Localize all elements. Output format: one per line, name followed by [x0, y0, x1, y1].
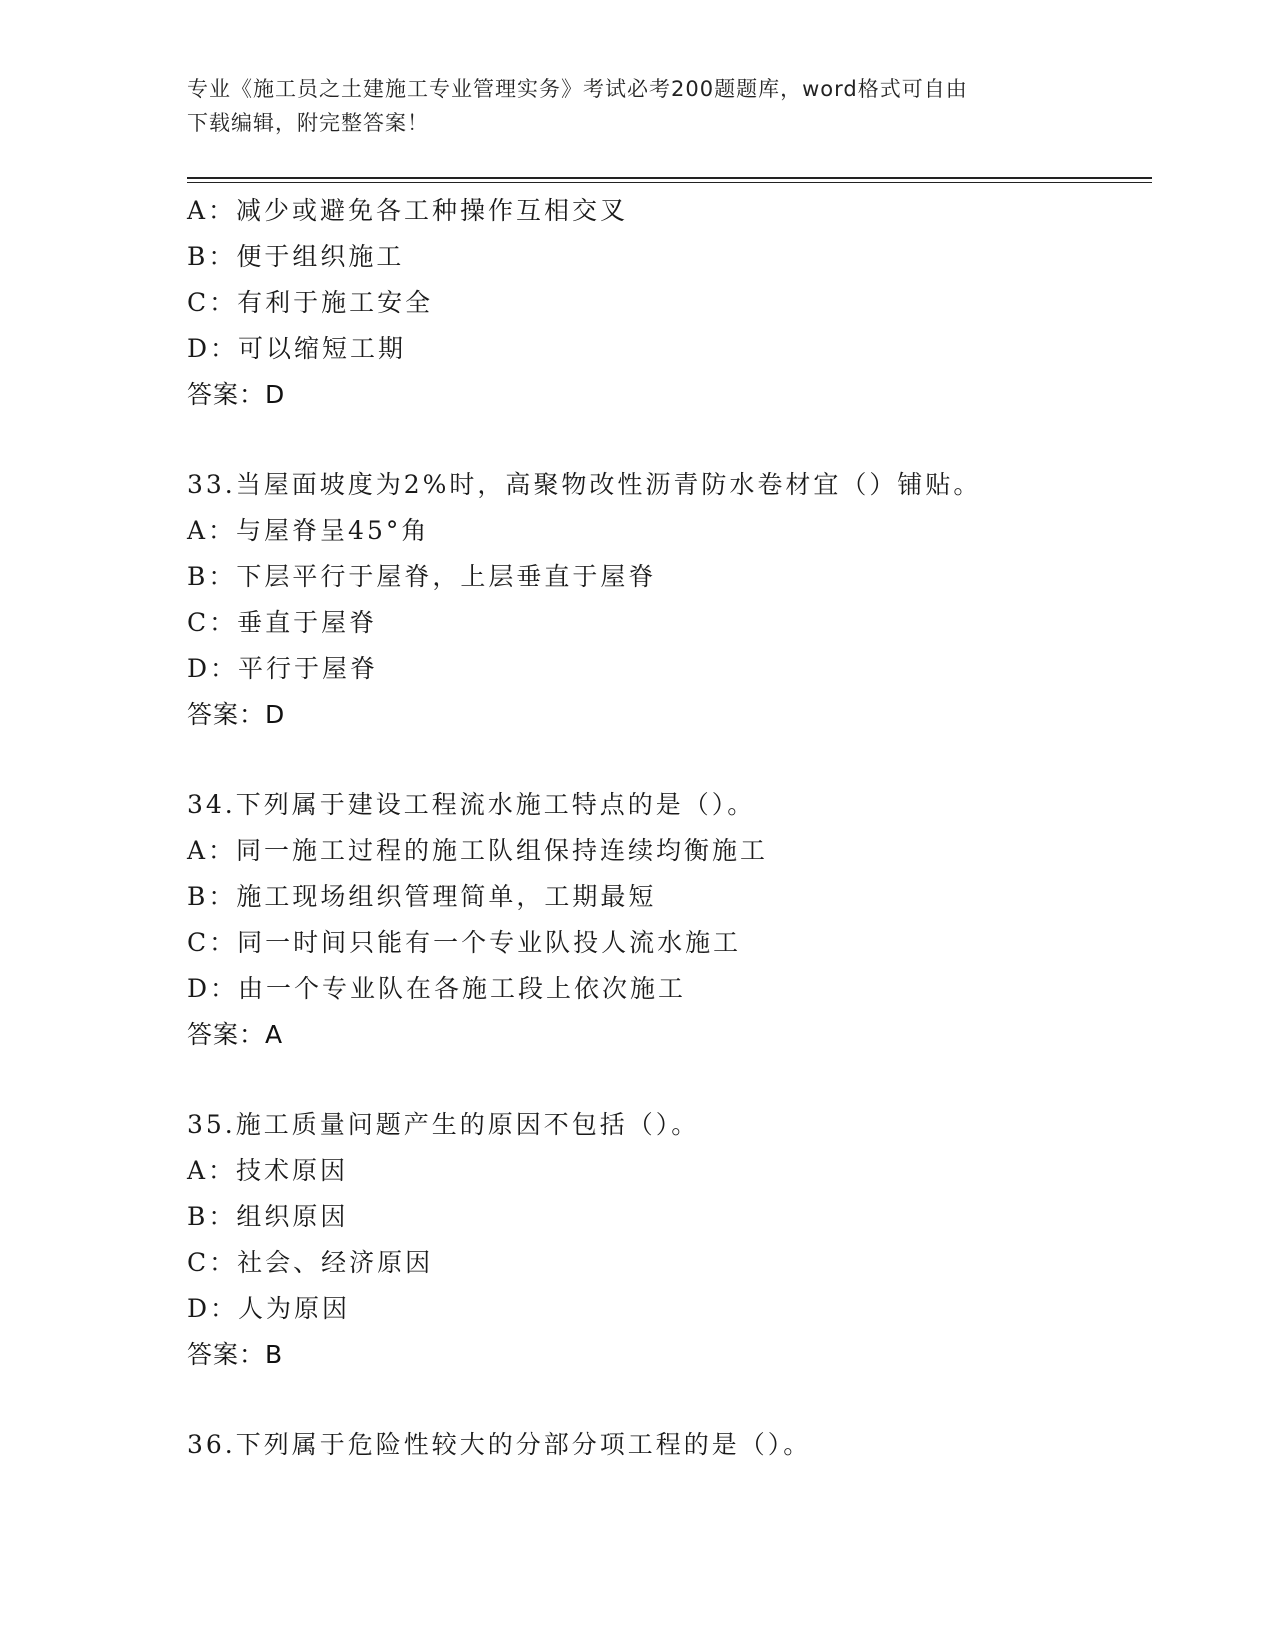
- question-stem: 35.施工质量问题产生的原因不包括（）。: [187, 1110, 700, 1139]
- option-a: A：与屋脊呈45°角: [187, 516, 430, 545]
- option-d: D：可以缩短工期: [187, 334, 407, 363]
- option-c: C：垂直于屋脊: [187, 608, 378, 637]
- document-header: [187, 72, 1067, 140]
- answer-line: 答案：A: [187, 1020, 284, 1049]
- spacer: [187, 418, 1152, 462]
- question-33: [187, 462, 1152, 738]
- option-c: C：同一时间只能有一个专业队投人流水施工: [187, 928, 742, 957]
- answer-line: 答案：D: [187, 380, 286, 409]
- question-stem: 36.下列属于危险性较大的分部分项工程的是（）。: [187, 1430, 812, 1459]
- option-c: C：有利于施工安全: [187, 288, 434, 317]
- option-b: B：施工现场组织管理简单，工期最短: [187, 882, 657, 911]
- option-d: D：平行于屋脊: [187, 654, 379, 683]
- option-b: B：下层平行于屋脊，上层垂直于屋脊: [187, 562, 657, 591]
- question-32: [187, 188, 1152, 418]
- question-list: [187, 188, 1152, 1468]
- spacer: [187, 1378, 1152, 1422]
- option-d: D：人为原因: [187, 1294, 351, 1323]
- header-divider-thin: [187, 182, 1152, 183]
- question-34: [187, 782, 1152, 1058]
- header-divider-thick: [187, 177, 1152, 179]
- header-line-1: 专业《施工员之土建施工专业管理实务》考试必考200题题库，word格式可自由: [187, 77, 968, 101]
- spacer: [187, 738, 1152, 782]
- option-b: B：组织原因: [187, 1202, 349, 1231]
- option-a: A：技术原因: [187, 1156, 349, 1185]
- spacer: [187, 1058, 1152, 1102]
- answer-line: 答案：B: [187, 1340, 284, 1369]
- header-line-2: 下载编辑，附完整答案！: [187, 111, 429, 135]
- option-b: B：便于组织施工: [187, 242, 405, 271]
- option-a: A：减少或避免各工种操作互相交叉: [187, 196, 629, 225]
- option-a: A：同一施工过程的施工队组保持连续均衡施工: [187, 836, 769, 865]
- question-stem: 33.当屋面坡度为2%时，高聚物改性沥青防水卷材宜（）铺贴。: [187, 470, 982, 499]
- question-36: [187, 1422, 1152, 1468]
- option-d: D：由一个专业队在各施工段上依次施工: [187, 974, 687, 1003]
- question-35: [187, 1102, 1152, 1378]
- question-stem: 34.下列属于建设工程流水施工特点的是（）。: [187, 790, 756, 819]
- option-c: C：社会、经济原因: [187, 1248, 434, 1277]
- answer-line: 答案：D: [187, 700, 286, 729]
